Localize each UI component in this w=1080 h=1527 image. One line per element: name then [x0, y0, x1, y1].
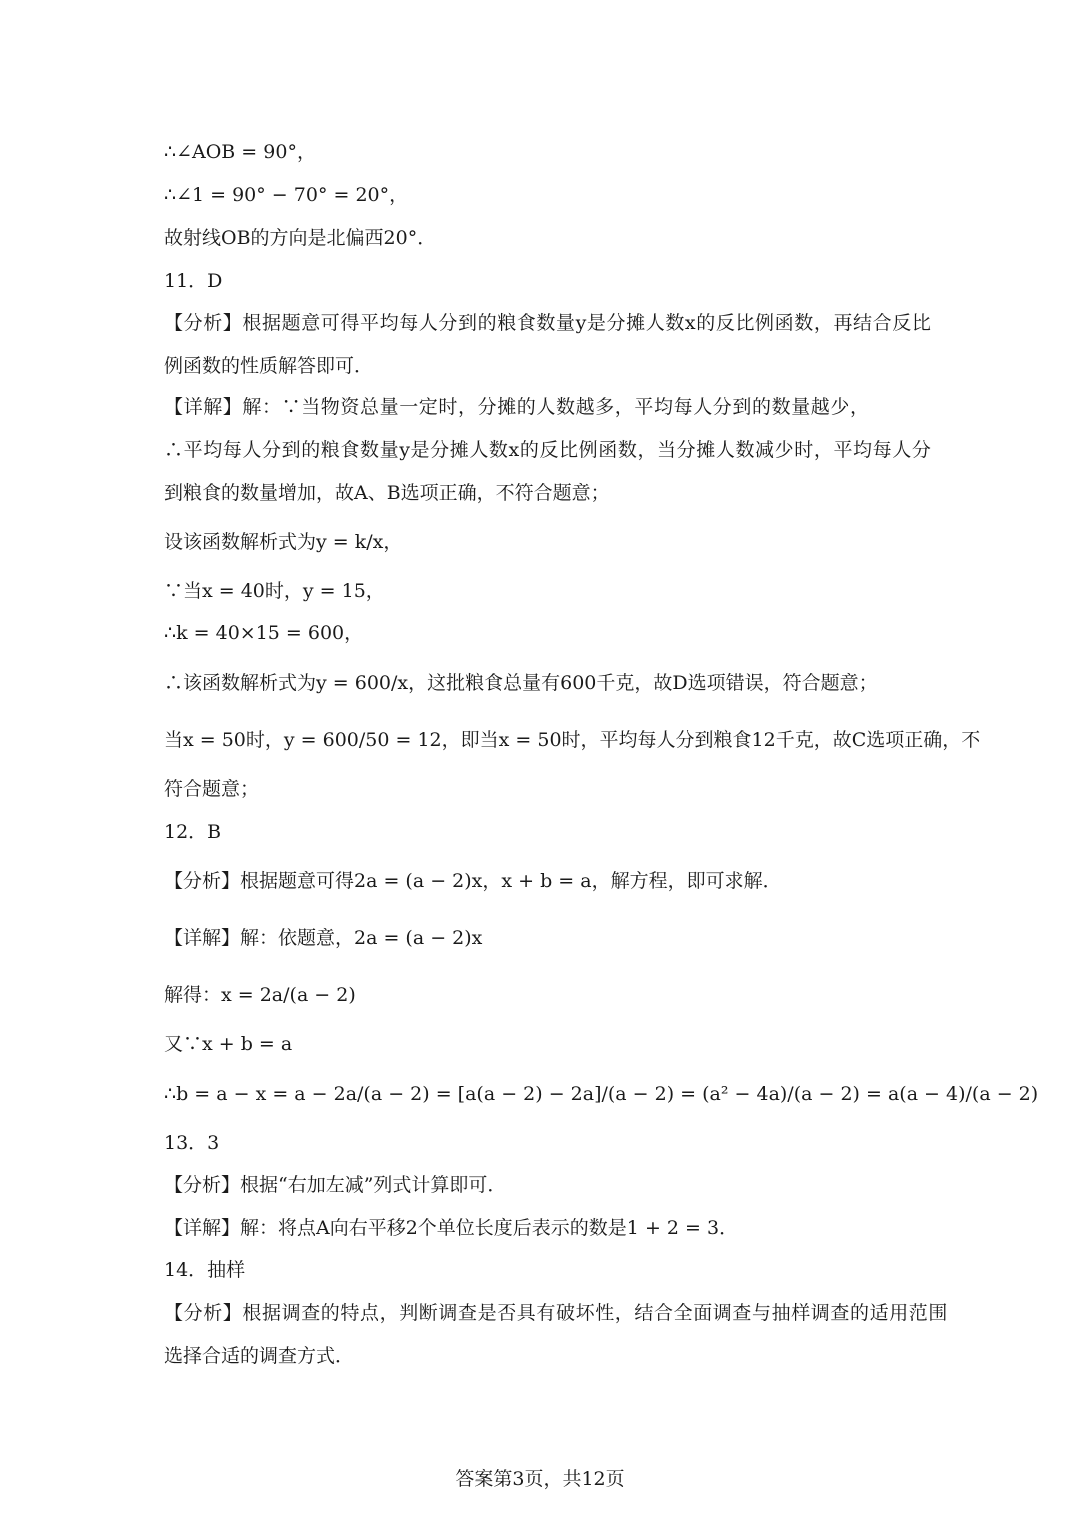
page-footer: 答案第3页，共12页 — [455, 1468, 625, 1490]
detail-11-line-3: 到粮食的数量增加，故A、B选项正确，不符合题意； — [164, 482, 610, 504]
analysis-11-line-2: 例函数的性质解答即可． — [164, 355, 374, 377]
detail-11-line-1: 【详解】解：∵当物资总量一定时，分摊的人数越多，平均每人分到的数量越少， — [164, 396, 870, 418]
detail-11-line-6: ∴k = 40×15 = 600， — [164, 622, 364, 644]
detail-11-line-9: 符合题意； — [164, 778, 260, 800]
text-line-1: ∴∠AOB = 90°， — [164, 141, 316, 163]
text-line-2: ∴∠1 = 90° − 70° = 20°， — [164, 184, 409, 206]
question-13-answer: 13．3 — [164, 1132, 220, 1154]
detail-12-line-1: 【详解】解：依题意，2a = (a − 2)x — [164, 927, 483, 949]
detail-11-line-5: ∵当x = 40时，y = 15， — [164, 580, 385, 602]
detail-12-line-4: ∴b = a − x = a − 2a/(a − 2) = [a(a − 2) − 2a]/(a − 2) = (a² − 4a)/(a − 2) = a(a − 4)/(a − 2) — [164, 1083, 1039, 1105]
detail-11-line-2: ∴平均每人分到的粮食数量y是分摊人数x的反比例函数，当分摊人数减少时，平均每人分 — [164, 439, 932, 461]
detail-12-line-2: 解得：x = 2a/(a − 2) — [164, 984, 356, 1006]
analysis-11-line-1: 【分析】根据题意可得平均每人分到的粮食数量y是分摊人数x的反比例函数，再结合反比 — [164, 312, 932, 334]
analysis-14-line-1: 【分析】根据调查的特点，判断调查是否具有破坏性，结合全面调查与抽样调查的适用范围 — [164, 1302, 949, 1324]
detail-11-line-4: 设该函数解析式为y = k/x， — [164, 531, 403, 553]
question-11-answer: 11．D — [164, 270, 223, 292]
detail-11-line-8: 当x = 50时，y = 600/50 = 12，即当x = 50时，平均每人分到粮食12千克，故C选项正确，不 — [164, 729, 981, 751]
analysis-14-line-2: 选择合适的调查方式． — [164, 1345, 355, 1367]
question-14-answer: 14．抽样 — [164, 1259, 246, 1281]
detail-13: 【详解】解：将点A向右平移2个单位长度后表示的数是1 + 2 = 3． — [164, 1217, 739, 1239]
detail-11-line-7: ∴该函数解析式为y = 600/x，这批粮食总量有600千克，故D选项错误，符合题意； — [164, 672, 878, 694]
question-12-answer: 12．B — [164, 821, 222, 843]
analysis-13: 【分析】根据“右加左减”列式计算即可． — [164, 1174, 507, 1196]
text-line-3: 故射线OB的方向是北偏西20°． — [164, 227, 437, 249]
detail-12-line-3: 又∵x + b = a — [164, 1033, 293, 1055]
analysis-12: 【分析】根据题意可得2a = (a − 2)x，x + b = a，解方程，即可求解． — [164, 870, 782, 892]
